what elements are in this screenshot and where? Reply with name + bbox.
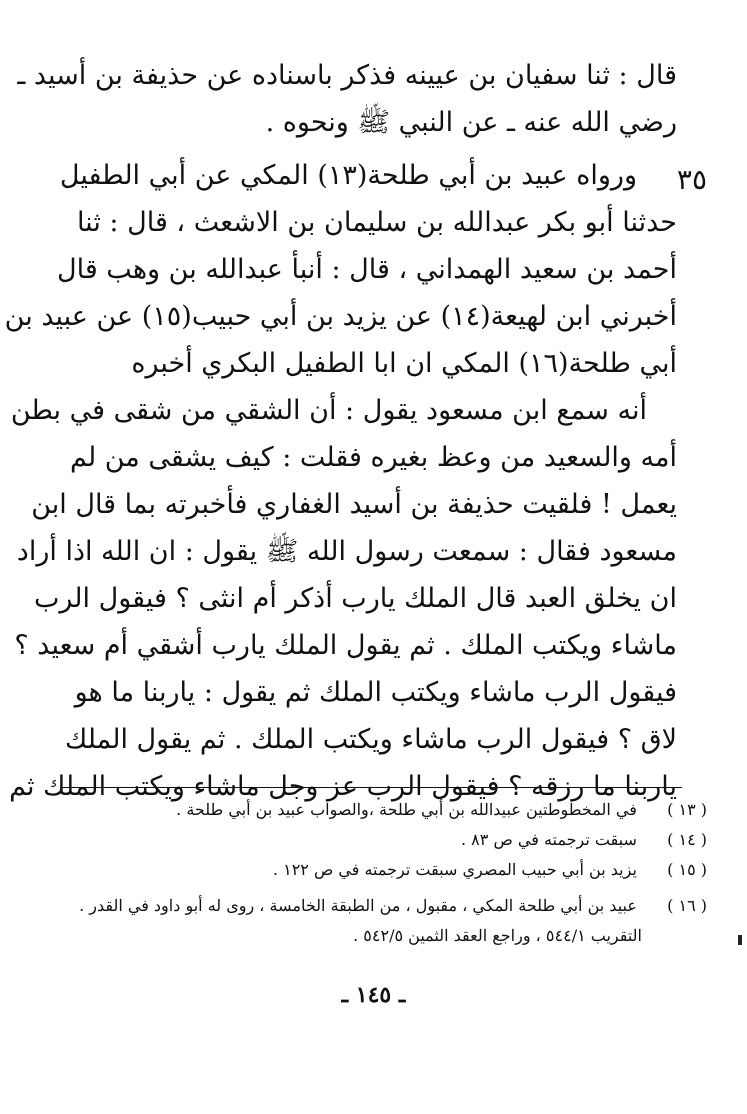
matn-line-7: فيقول الرب ماشاء ويكتب الملك ثم يقول : ياربنا ما هو — [74, 677, 677, 708]
footnotes — [60, 795, 707, 951]
isnad-line-1: حدثنا أبو بكر عبدالله بن سليمان بن الاشعث ، قال : ثنا — [76, 207, 677, 238]
footnote-16 — [60, 891, 707, 921]
matn-line-1: أنه سمع ابن مسعود يقول : أن الشقي من شقى في بطن — [10, 395, 647, 426]
footnote-text: يزيد بن أبي حبيب المصري سبقت ترجمته في ص ١٢٢ . — [272, 860, 637, 879]
isnad-line-4: أبي طلحة(١٦) المكي ان ابا الطفيل البكري أخبره — [131, 348, 677, 379]
matn-line-8: لاق ؟ فيقول الرب ماشاء ويكتب الملك . ثم يقول الملك — [64, 724, 677, 755]
matn-line-3: يعمل ! فلقيت حذيفة بن أسيد الغفاري فأخبرته بما قال ابن — [31, 489, 677, 520]
intro-line-2: رضي الله عنه ـ عن النبي ﷺ ونحوه . — [265, 107, 677, 138]
hadith-number: ٣٥ — [676, 163, 707, 196]
matn-line-2: أمه والسعيد من وعظ بغيره فقلت : كيف يشقى من لم — [69, 442, 677, 473]
footnote-marker: ( ١٦ ) — [667, 896, 707, 915]
main-text — [4, 52, 677, 810]
footnote-14 — [60, 825, 707, 855]
footnote-marker: ( ١٥ ) — [667, 860, 707, 879]
matn-line-4: مسعود فقال : سمعت رسول الله ﷺ يقول : ان الله اذا أراد — [16, 536, 677, 567]
footnote-text: في المخطوطتين عبيدالله بن أبي طلحة ،والصواب عبيد بن أبي طلحة . — [176, 800, 637, 819]
intro-line-1: قال : ثنا سفيان بن عيينه فذكر باسناده عن حذيفة بن أسيد ـ — [17, 60, 677, 91]
page-number: ـ ١٤٥ ـ — [341, 982, 406, 1008]
matn-line-6: ماشاء ويكتب الملك . ثم يقول الملك يارب أشقي أم سعيد ؟ — [14, 630, 677, 661]
footnote-15 — [60, 855, 707, 885]
margin-mark — [738, 935, 742, 945]
footnote-text: سبقت ترجمته في ص ٨٣ . — [461, 830, 637, 849]
footnote-13 — [60, 795, 707, 825]
narration-title: ورواه عبيد بن أبي طلحة(١٣) المكي عن أبي الطفيل — [59, 160, 637, 191]
isnad-line-2: أحمد بن سعيد الهمداني ، قال : أنبأ عبدالله بن وهب قال — [56, 254, 677, 285]
footnote-divider — [60, 787, 682, 788]
footnote-text: عبيد بن أبي طلحة المكي ، مقبول ، من الطبقة الخامسة ، روى له أبو داود في القدر . — [79, 896, 637, 915]
footnote-marker: ( ١٣ ) — [667, 800, 707, 819]
matn-line-5: ان يخلق العبد قال الملك يارب أذكر أم انثى ؟ فيقول الرب — [33, 583, 677, 614]
footnote-marker: ( ١٤ ) — [667, 830, 707, 849]
isnad-line-3: أخبرني ابن لهيعة(١٤) عن يزيد بن أبي حبيب(١٥) عن عبيد بن — [4, 301, 677, 332]
footnote-16-continuation: التقريب ٥٤٤/١ ، وراجع العقد الثمين ٥٤٢/٥ . — [353, 926, 642, 945]
matn-line-9: ياربنا ما رزقه ؟ فيقول الرب عز وجل ماشاء ويكتب الملك ثم — [9, 771, 677, 802]
